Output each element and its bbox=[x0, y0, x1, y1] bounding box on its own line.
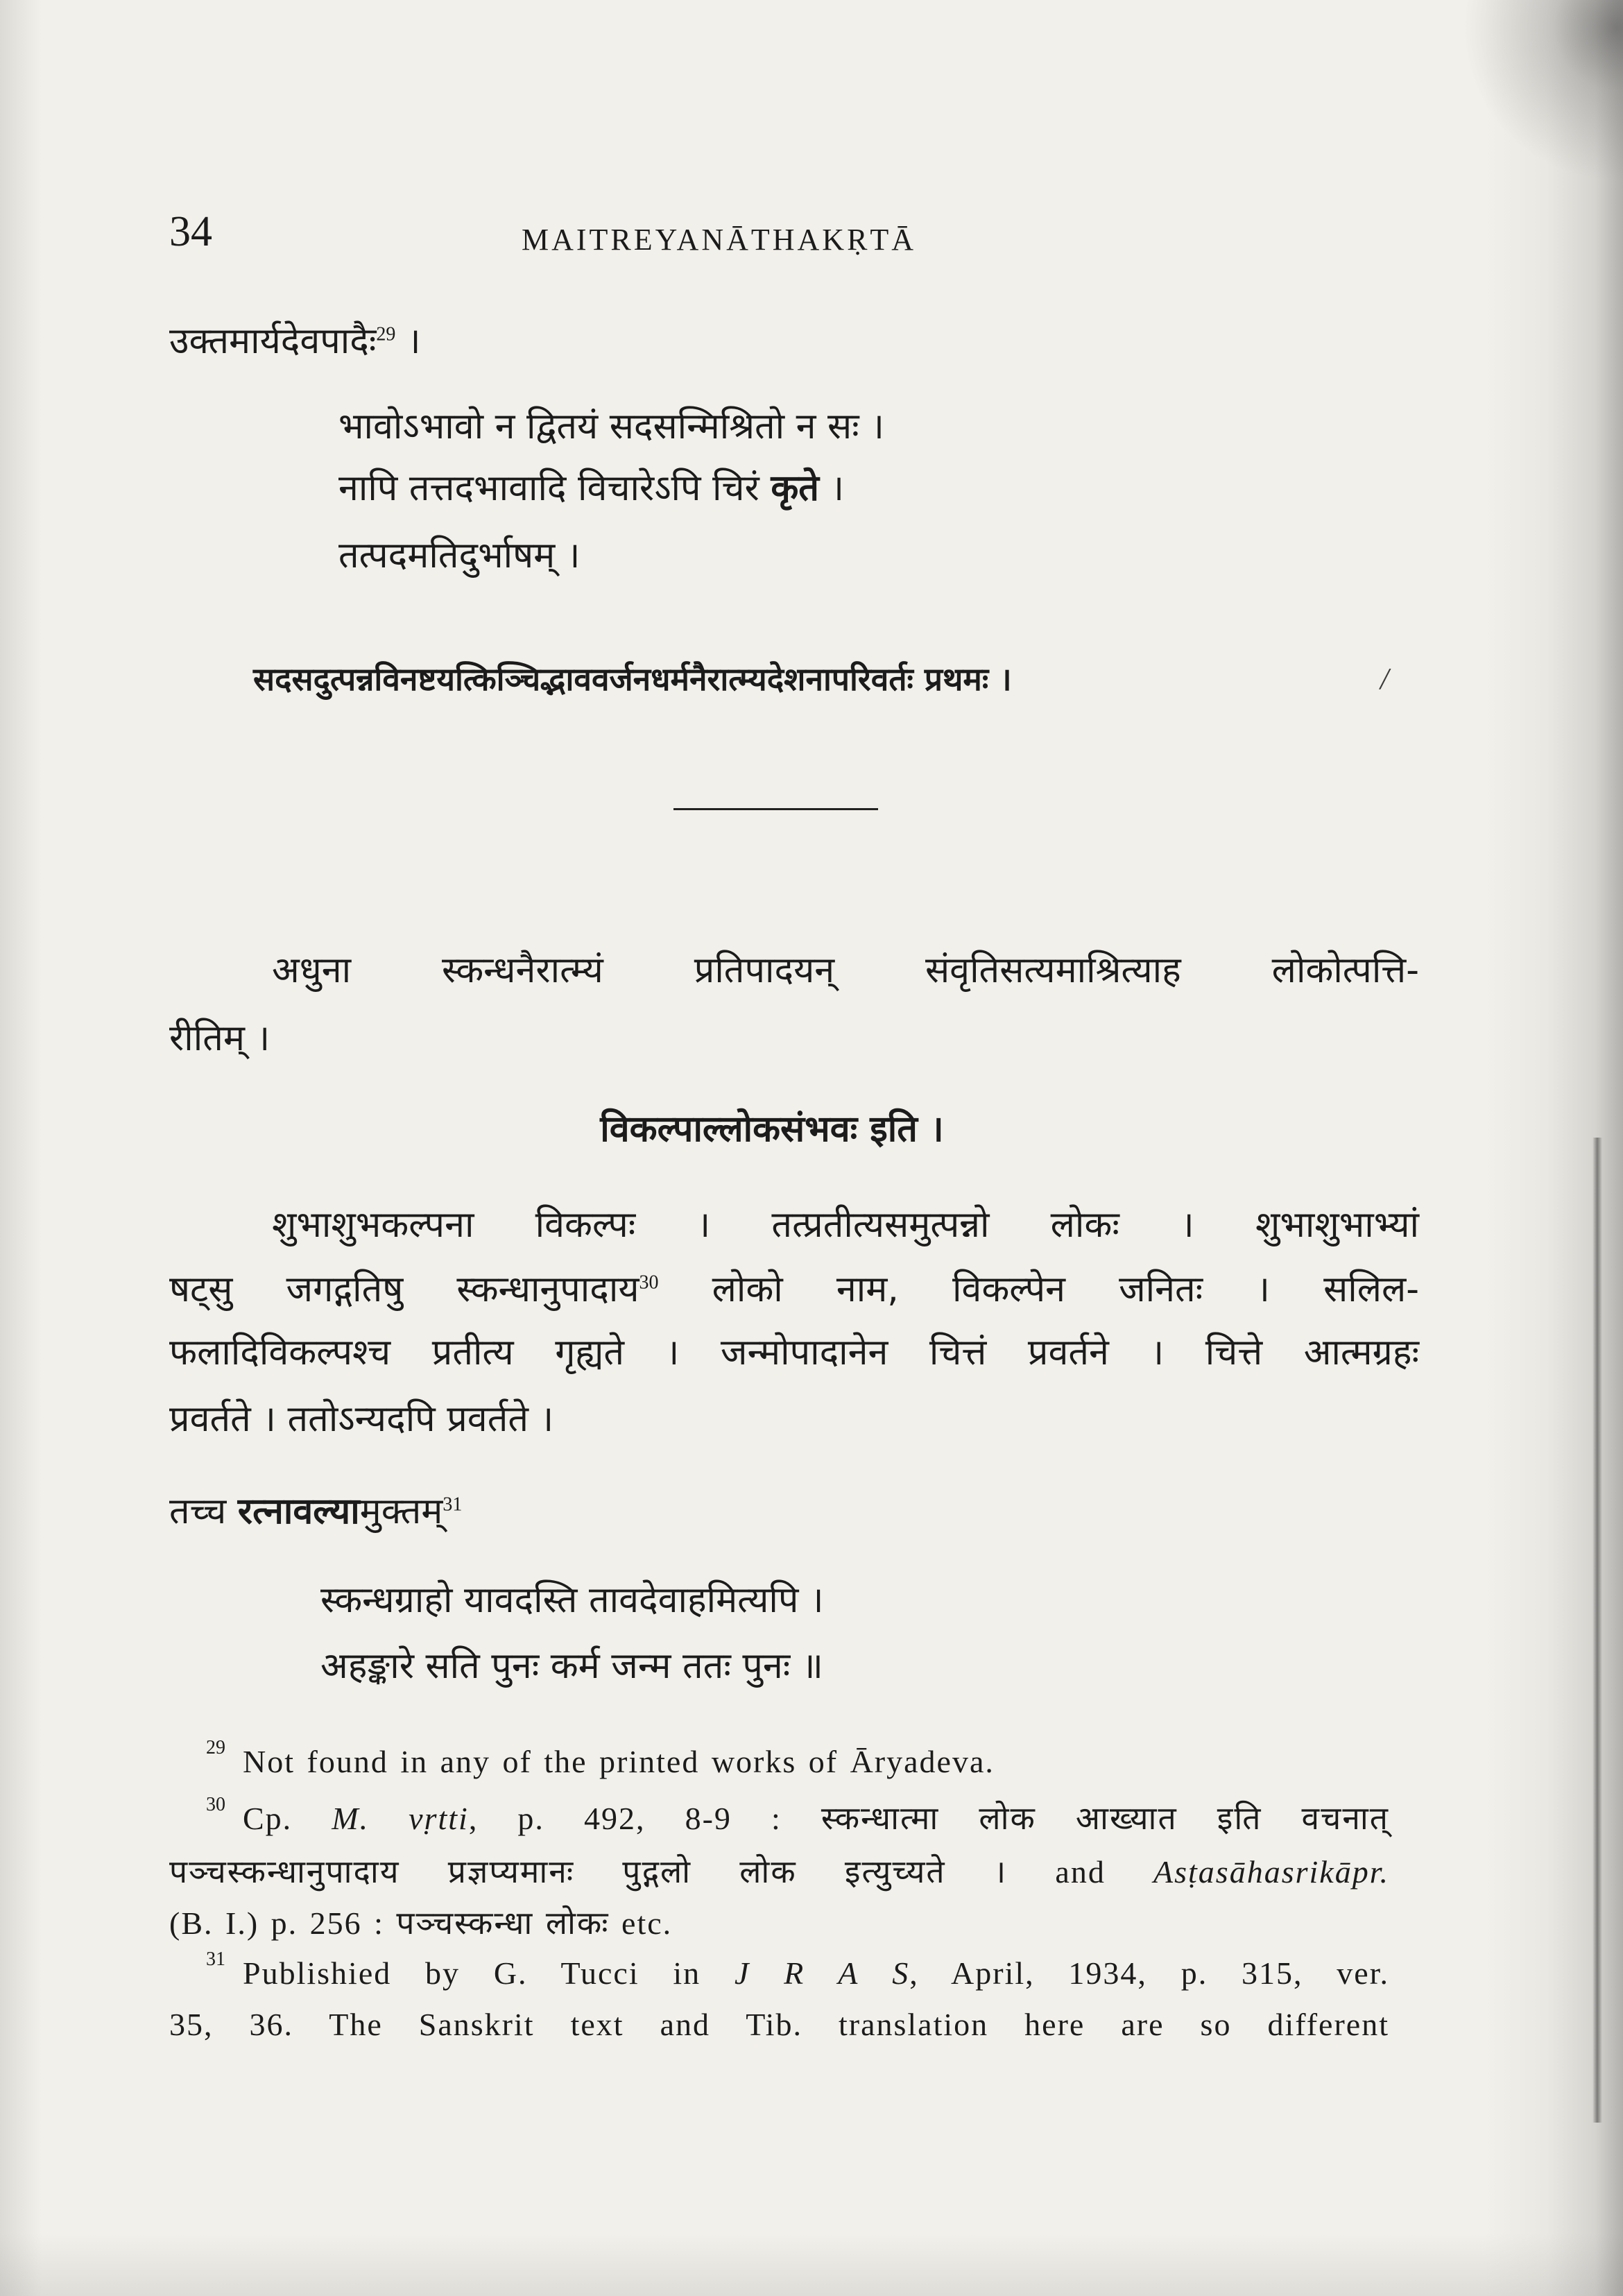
paragraph-2-line-3: फलादिविकल्पश्च प्रतीत्य गृह्यते । जन्मोपादानेन चित्तं प्रवर्तने । चित्ते आत्मग्रहः bbox=[169, 1332, 1419, 1373]
verse-1-line-1: भावोऽभावो न द्वितयं सदसन्मिश्रितो न सः । bbox=[338, 406, 884, 447]
paragraph-2-line-2 bbox=[169, 1265, 1419, 1314]
footnote-ref-31: 31 bbox=[443, 1493, 463, 1516]
citation-source: रत्नावल्या bbox=[237, 1491, 360, 1532]
chapter-colophon: सदसदुत्पन्नविनष्टयत्किञ्चिद्भाववर्जनधर्मनैरात्म्यदेशनापरिवर्तः प्रथमः । bbox=[253, 660, 1012, 698]
paragraph-2-line-2-before: षट्सु जगद्गतिषु स्कन्धानुपादाय bbox=[169, 1269, 639, 1310]
footnote-31-journal: J R A S bbox=[734, 1955, 910, 1991]
verse-1-line-2-text: नापि तत्तदभावादि विचारेऽपि चिरं bbox=[338, 468, 771, 509]
footnote-31-line-2: 35, 36. The Sanskrit text and Tib. translation here are so different bbox=[169, 2007, 1389, 2042]
pencil-margin-mark: / bbox=[1380, 662, 1389, 696]
footnote-31-details: , April, 1934, p. 315, ver. bbox=[909, 1955, 1390, 1991]
footnote-30-cp: Cp. bbox=[243, 1801, 332, 1836]
footnote-30-quote: पञ्चस्कन्धानुपादाय प्रज्ञप्यमानः पुद्गलो लोक इत्युच्यते । and bbox=[169, 1854, 1154, 1890]
footnote-29-line-1: Not found in any of the printed works of Āryadeva. bbox=[243, 1744, 995, 1779]
citation-intro-prefix: तच्च bbox=[169, 1491, 238, 1532]
quotation-intro bbox=[169, 317, 863, 366]
danda: । bbox=[395, 320, 421, 362]
footnote-30-number: 30 bbox=[206, 1794, 225, 1815]
footnote-30-line-3: (B. I.) p. 256 : पञ्चस्कन्धा लोकः etc. bbox=[169, 1905, 673, 1941]
footnote-30-second-work: Asṭasāhasrikāpr. bbox=[1153, 1854, 1389, 1890]
verse-2-line-1: स्कन्धग्राहो यावदस्ति तावदेवाहमित्यपि । bbox=[320, 1579, 824, 1621]
verse-1-line-2-bold-word: कृते bbox=[771, 468, 819, 509]
section-heading: विकल्पाल्लोकसंभवः इति । bbox=[600, 1108, 944, 1150]
verse-1-line-2-end: । bbox=[818, 468, 845, 509]
verse-1-line-3: तत्पदमतिदुर्भाषम् । bbox=[338, 535, 581, 576]
running-head: MAITREYANĀTHAKṚTĀ bbox=[522, 223, 917, 257]
page-edge-shadow bbox=[1592, 1138, 1602, 2123]
footnote-ref-30: 30 bbox=[639, 1271, 659, 1294]
quotation-intro-text: उक्तमार्यदेवपादैः bbox=[169, 320, 377, 362]
footnote-31-number: 31 bbox=[206, 1948, 225, 1970]
footnote-30-line-2 bbox=[169, 1852, 1389, 1892]
page-number: 34 bbox=[169, 208, 212, 255]
paragraph-2-line-1: शुभाशुभकल्पना विकल्पः । तत्प्रतीत्यसमुत्पन्नो लोकः । शुभाशुभाभ्यां bbox=[272, 1204, 1419, 1246]
footnote-31-line-1 bbox=[243, 1953, 1389, 1994]
verse-2-line-2: अहङ्कारे सति पुनः कर्म जन्म ततः पुनः ॥ bbox=[320, 1645, 823, 1687]
paragraph-1-line-1: अधुना स्कन्धनैरात्म्यं प्रतिपादयन् संवृतिसत्यमाश्रित्याह लोकोत्पत्ति- bbox=[272, 950, 1419, 991]
section-divider bbox=[673, 808, 878, 810]
citation-intro-suffix: मुक्तम् bbox=[359, 1491, 443, 1532]
citation-intro bbox=[169, 1487, 1002, 1536]
footnote-30-reference: , p. 492, 8-9 : स्कन्धात्मा लोक आख्यात इति वचनात् bbox=[468, 1801, 1389, 1836]
footnote-30-work-title: M. vṛtti bbox=[332, 1801, 469, 1836]
paragraph-2-line-2-after: लोको नाम, विकल्पेन जनितः । सलिल- bbox=[658, 1269, 1419, 1310]
footnote-ref-29: 29 bbox=[376, 323, 396, 345]
verse-1-line-2 bbox=[338, 464, 1309, 513]
footnote-30-line-1 bbox=[243, 1799, 1389, 1839]
paragraph-1-line-2: रीतिम् । bbox=[169, 1018, 270, 1059]
paragraph-2-line-4: प्रवर्तते । ततोऽन्यदपि प्रवर्तते । bbox=[169, 1398, 554, 1440]
footnote-29-number: 29 bbox=[206, 1737, 225, 1758]
footnote-31-published: Publishied by G. Tucci in bbox=[243, 1955, 735, 1991]
